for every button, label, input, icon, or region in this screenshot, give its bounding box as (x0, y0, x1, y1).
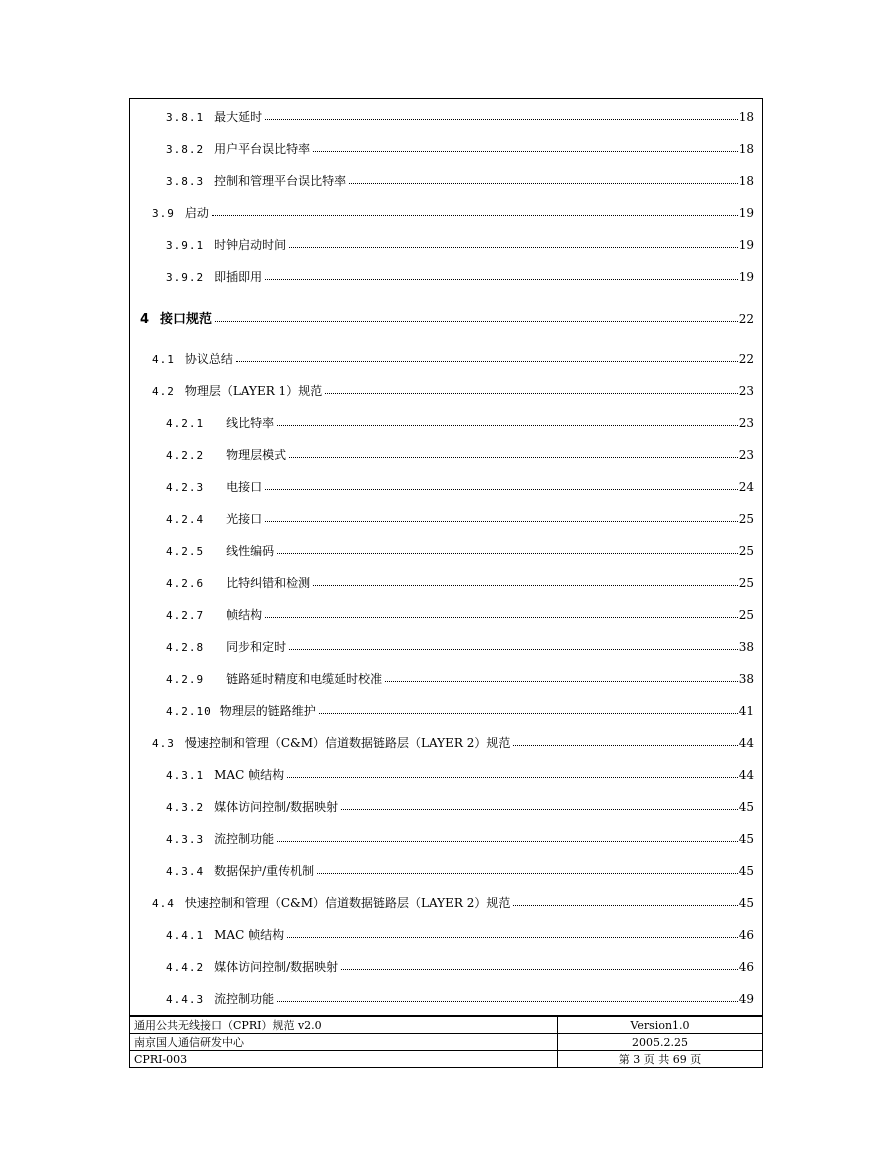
toc-entry-title: 启动 (184, 206, 209, 220)
footer-version: Version1.0 (558, 1016, 763, 1034)
toc-leader-dots (265, 479, 738, 491)
toc-entry[interactable] (166, 511, 754, 528)
toc-entry-number: 3.8.2 (166, 143, 205, 156)
toc-entry[interactable] (166, 447, 754, 464)
toc-entry-page: 25 (738, 544, 754, 558)
toc-entry-title: 物理层的链路维护 (219, 704, 316, 718)
toc-entry-page: 38 (738, 672, 754, 686)
toc-entry-title: 物理层（LAYER 1）规范 (184, 384, 323, 398)
toc-entry-number: 4.4.2 (166, 961, 205, 974)
toc-leader-dots (265, 269, 738, 281)
toc-entry[interactable] (166, 671, 754, 688)
toc-entry[interactable] (140, 311, 754, 328)
toc-entry-title: 同步和定时 (226, 640, 287, 654)
toc-entry[interactable] (166, 863, 754, 880)
toc-entry[interactable] (166, 109, 754, 126)
toc-entry[interactable] (166, 543, 754, 560)
toc-entry-number: 3.9 (152, 207, 175, 220)
toc-entry-title: 光接口 (226, 512, 263, 526)
toc-entry-page: 45 (738, 864, 754, 878)
toc-entry[interactable] (166, 639, 754, 656)
toc-entry-title: 物理层模式 (226, 448, 287, 462)
toc-entry[interactable] (166, 269, 754, 286)
toc-entry-title: 链路延时精度和电缆延时校准 (226, 672, 383, 686)
toc-entry-number: 4.2.1 (166, 417, 205, 430)
toc-entry-number: 3.8.1 (166, 111, 205, 124)
toc-leader-dots (212, 205, 738, 217)
toc-leader-dots (313, 575, 738, 587)
toc-entry-number: 4.3.4 (166, 865, 205, 878)
toc-entry[interactable] (166, 237, 754, 254)
toc-entry-number: 4.3.3 (166, 833, 205, 846)
toc-leader-dots (313, 141, 738, 153)
toc-entry-page: 46 (738, 960, 754, 974)
toc-entry-page: 19 (738, 206, 754, 220)
toc-entry-number: 3.9.1 (166, 239, 205, 252)
toc-entry-title: 快速控制和管理（C&M）信道数据链路层（LAYER 2）规范 (184, 896, 511, 910)
toc-leader-dots (277, 543, 738, 555)
toc-entry-number: 4.2.8 (166, 641, 205, 654)
toc-leader-dots (341, 959, 738, 971)
toc-leader-dots (289, 447, 738, 459)
toc-entry-number: 3.8.3 (166, 175, 205, 188)
toc-entry-page: 22 (738, 312, 754, 326)
toc-entry-title: 线性编码 (226, 544, 275, 558)
toc-entry-title: 接口规范 (160, 312, 213, 327)
toc-entry-number: 4.4.1 (166, 929, 205, 942)
toc-leader-dots (277, 415, 738, 427)
toc-entry-page: 23 (738, 384, 754, 398)
toc-entry-number: 4.3.1 (166, 769, 205, 782)
toc-entry-number: 4.2.10 (166, 705, 212, 718)
footer-doc-title: 通用公共无线接口（CPRI）规范 v2.0 (130, 1016, 558, 1034)
toc-entry[interactable] (166, 575, 754, 592)
toc-entry-page: 49 (738, 992, 754, 1006)
toc-leader-dots (215, 311, 738, 323)
toc-entry[interactable] (166, 607, 754, 624)
toc-entry-title: 媒体访问控制/数据映射 (214, 960, 339, 974)
toc-entry-title: MAC 帧结构 (214, 768, 285, 782)
toc-entry-page: 44 (738, 736, 754, 750)
toc-leader-dots (289, 237, 738, 249)
toc-leader-dots (513, 735, 737, 747)
toc-entry[interactable] (166, 479, 754, 496)
toc-leader-dots (287, 927, 738, 939)
toc-entry-number: 4.2.4 (166, 513, 205, 526)
toc-entry-page: 18 (738, 174, 754, 188)
toc-entry-title: 控制和管理平台误比特率 (214, 174, 347, 188)
toc-entry[interactable] (166, 415, 754, 432)
toc-entry-number: 4.2 (152, 385, 175, 398)
toc-entry-page: 23 (738, 448, 754, 462)
toc-leader-dots (287, 767, 738, 779)
toc-leader-dots (277, 991, 738, 1003)
toc-entry-title: 媒体访问控制/数据映射 (214, 800, 339, 814)
page-frame (129, 98, 763, 1068)
toc-leader-dots (319, 703, 738, 715)
toc-entry-number: 4.4.3 (166, 993, 205, 1006)
toc-entry[interactable] (166, 831, 754, 848)
toc-leader-dots (349, 173, 738, 185)
toc-entry-title: 流控制功能 (214, 992, 275, 1006)
toc-entry-title: 最大延时 (214, 110, 263, 124)
toc-entry-number: 4.2.7 (166, 609, 205, 622)
toc-entry[interactable] (166, 767, 754, 784)
toc-entry-number: 4.3.2 (166, 801, 205, 814)
toc-entry[interactable] (166, 927, 754, 944)
footer-date: 2005.2.25 (558, 1034, 763, 1051)
toc-entry-page: 45 (738, 832, 754, 846)
footer-org: 南京国人通信研发中心 (130, 1034, 558, 1051)
toc-leader-dots (265, 607, 738, 619)
toc-leader-dots (265, 109, 738, 121)
toc-leader-dots (277, 831, 738, 843)
toc-entry-number: 4.2.5 (166, 545, 205, 558)
toc-entry-title: 比特纠错和检测 (226, 576, 311, 590)
toc-entry[interactable] (152, 383, 754, 400)
toc-entry[interactable] (166, 173, 754, 190)
toc-entry[interactable] (166, 703, 754, 720)
toc-entry-page: 46 (738, 928, 754, 942)
toc-leader-dots (289, 639, 738, 651)
toc-entry[interactable] (152, 735, 754, 752)
toc-entry-number: 4.1 (152, 353, 175, 366)
toc-entry-title: 电接口 (226, 480, 263, 494)
toc-entry-page: 38 (738, 640, 754, 654)
toc-entry-number: 4.3 (152, 737, 175, 750)
footer-page-info: 第 3 页 共 69 页 (558, 1051, 763, 1068)
table-of-contents (130, 99, 762, 1017)
toc-entry-page: 18 (738, 142, 754, 156)
toc-entry[interactable] (166, 959, 754, 976)
toc-entry[interactable] (152, 351, 754, 368)
toc-entry-page: 45 (738, 800, 754, 814)
toc-entry-title: 即插即用 (214, 270, 263, 284)
toc-entry-number: 4.2.3 (166, 481, 205, 494)
toc-entry-number: 4 (140, 312, 151, 327)
toc-entry-page: 25 (738, 512, 754, 526)
toc-entry-title: 流控制功能 (214, 832, 275, 846)
toc-entry-number: 3.9.2 (166, 271, 205, 284)
toc-leader-dots (236, 351, 738, 363)
toc-entry-number: 4.2.2 (166, 449, 205, 462)
toc-entry-page: 41 (738, 704, 754, 718)
toc-entry-page: 18 (738, 110, 754, 124)
toc-entry-page: 19 (738, 238, 754, 252)
toc-entry-title: MAC 帧结构 (214, 928, 285, 942)
toc-entry-page: 45 (738, 896, 754, 910)
toc-entry[interactable] (166, 141, 754, 158)
toc-entry-number: 4.4 (152, 897, 175, 910)
toc-leader-dots (317, 863, 738, 875)
toc-entry[interactable] (166, 991, 754, 1008)
toc-entry-page: 25 (738, 576, 754, 590)
toc-entry-page: 19 (738, 270, 754, 284)
toc-leader-dots (325, 383, 738, 395)
toc-entry-title: 协议总结 (184, 352, 233, 366)
toc-entry-page: 22 (738, 352, 754, 366)
toc-entry-title: 线比特率 (226, 416, 275, 430)
toc-entry-page: 24 (738, 480, 754, 494)
toc-entry-title: 慢速控制和管理（C&M）信道数据链路层（LAYER 2）规范 (184, 736, 511, 750)
page-footer (129, 1015, 763, 1068)
toc-leader-dots (341, 799, 738, 811)
toc-leader-dots (385, 671, 738, 683)
toc-entry[interactable] (166, 799, 754, 816)
toc-entry[interactable] (152, 895, 754, 912)
toc-entry-title: 时钟启动时间 (214, 238, 287, 252)
toc-entry-number: 4.2.6 (166, 577, 205, 590)
toc-entry-title: 用户平台误比特率 (214, 142, 311, 156)
toc-leader-dots (265, 511, 738, 523)
toc-entry-title: 帧结构 (226, 608, 263, 622)
toc-leader-dots (513, 895, 737, 907)
toc-entry-number: 4.2.9 (166, 673, 205, 686)
toc-entry-page: 23 (738, 416, 754, 430)
footer-doc-id: CPRI-003 (130, 1051, 558, 1068)
toc-entry-page: 44 (738, 768, 754, 782)
toc-entry-page: 25 (738, 608, 754, 622)
toc-entry[interactable] (152, 205, 754, 222)
toc-entry-title: 数据保护/重传机制 (214, 864, 315, 878)
